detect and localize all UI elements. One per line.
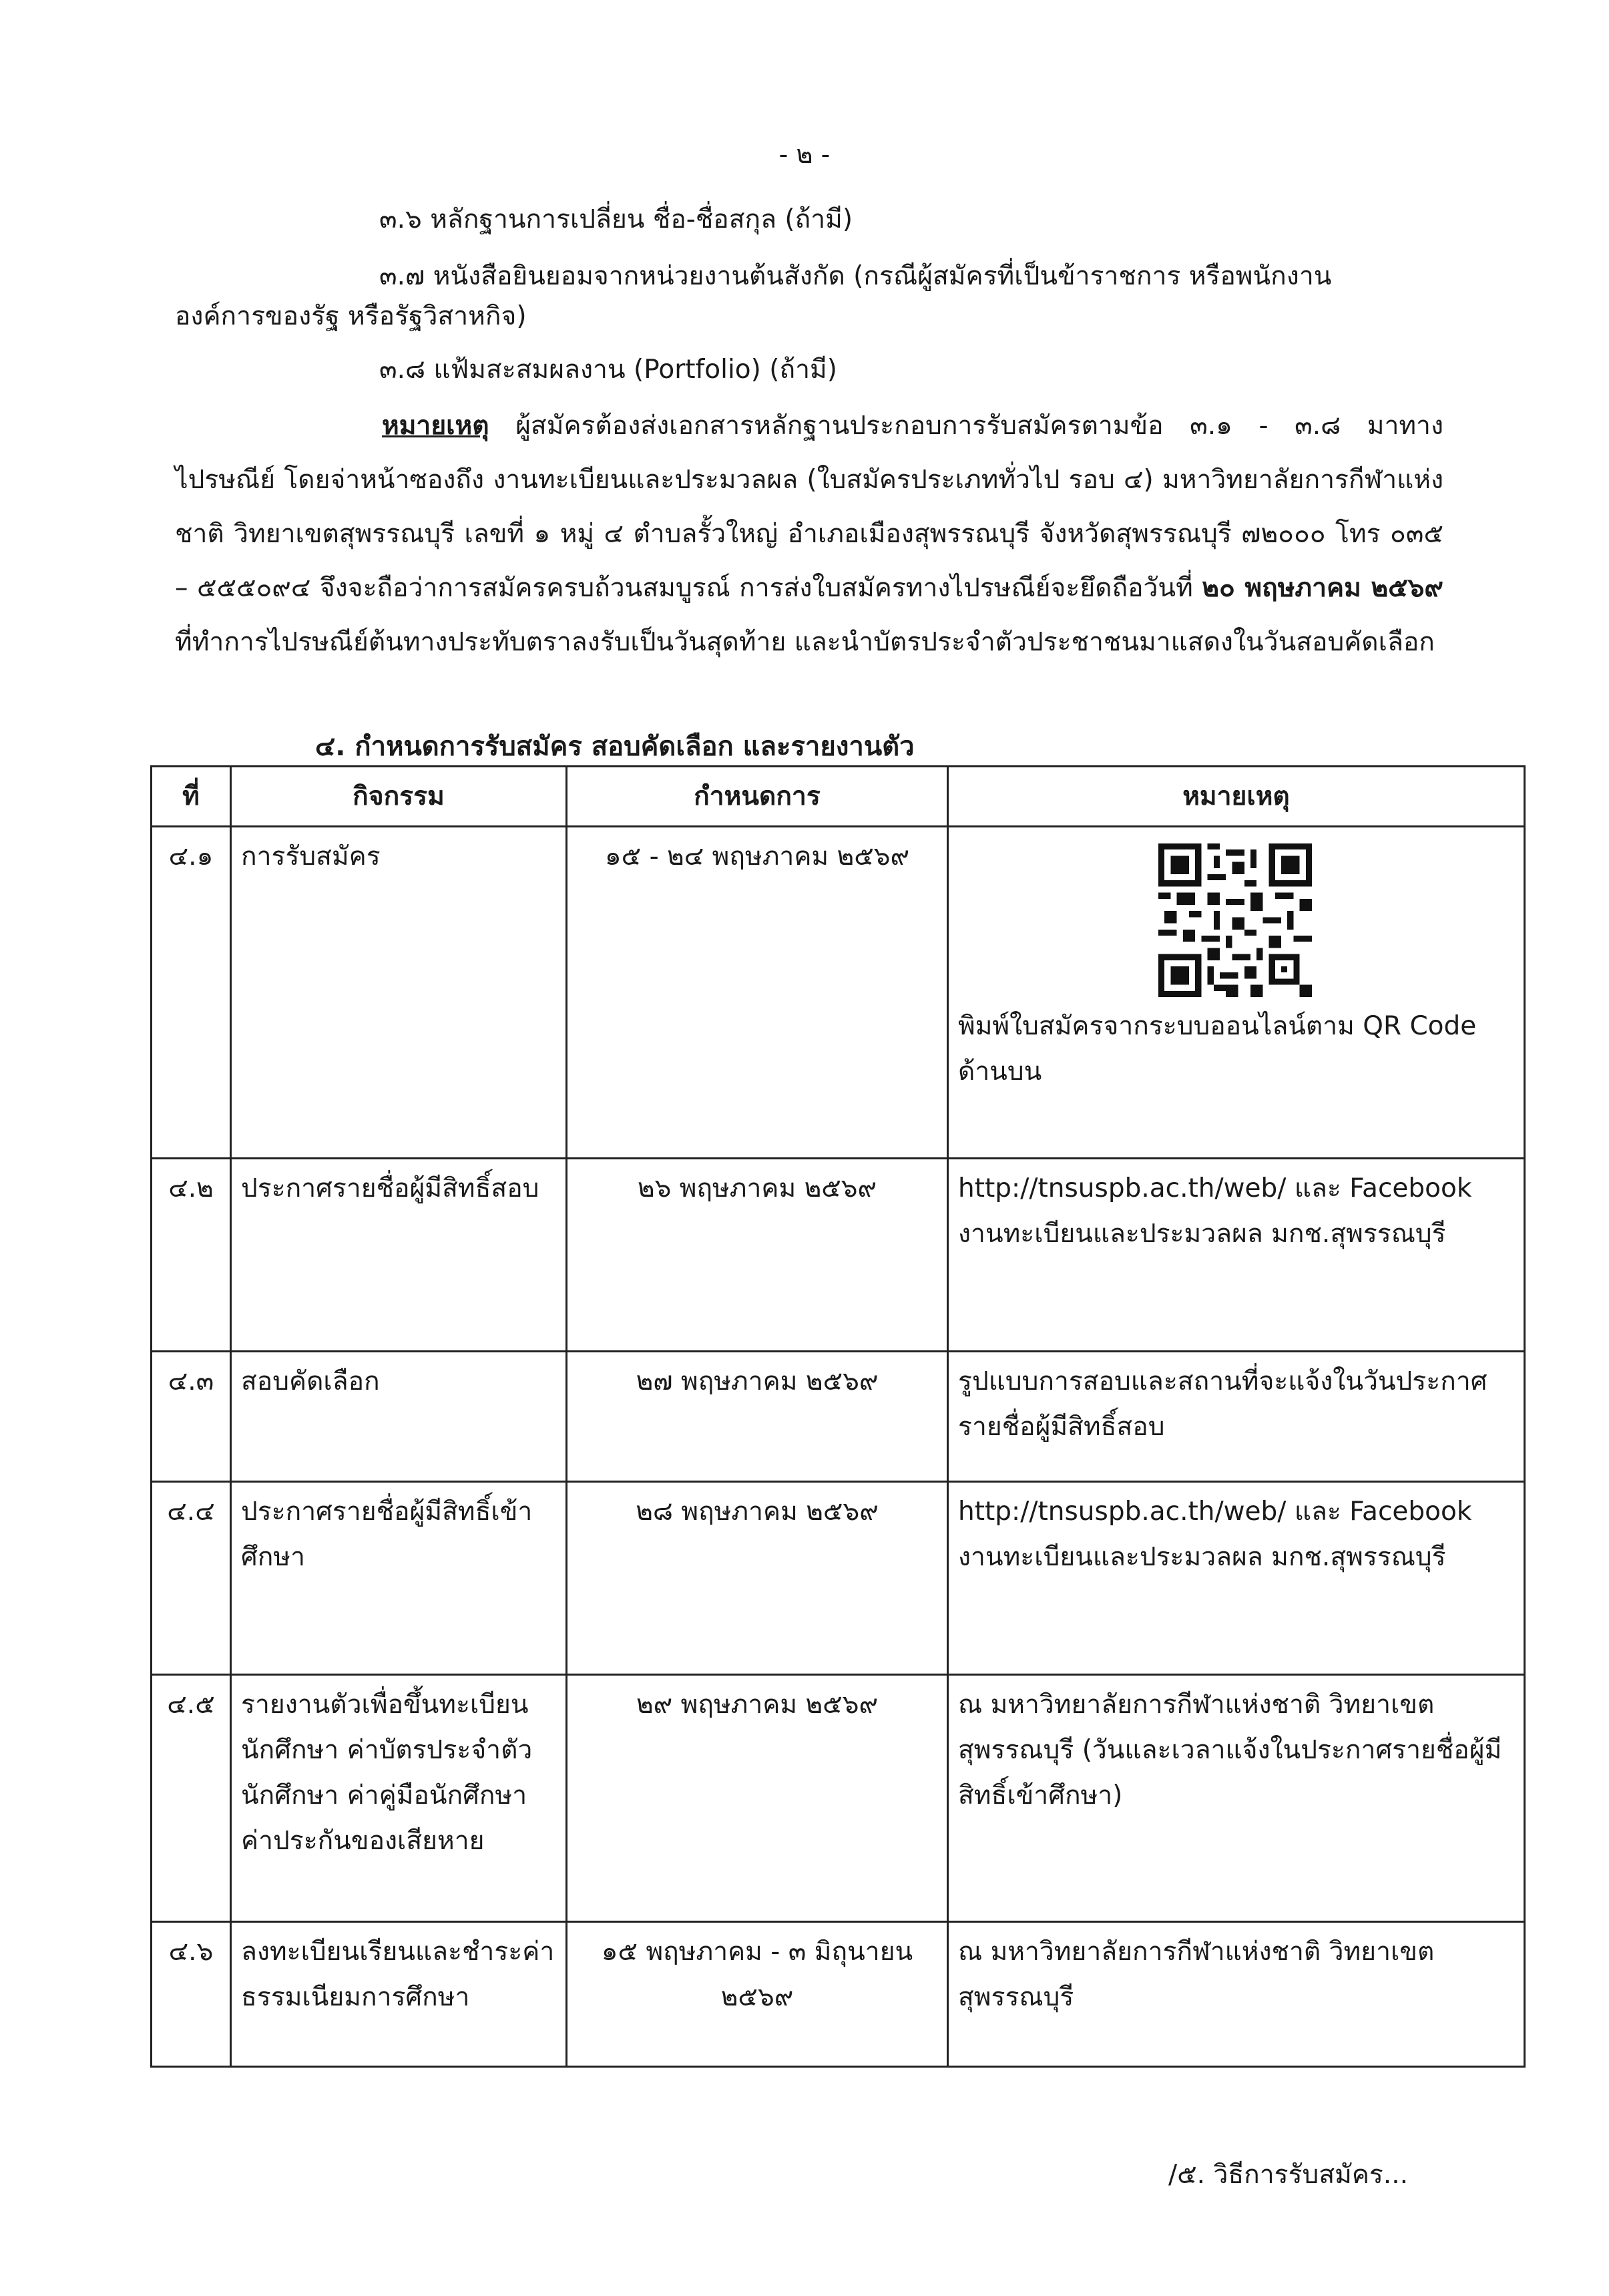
note-text-2: ที่ทำการไปรษณีย์ต้นทางประทับตราลงรับเป็นวันสุดท้าย และนำบัตรประจำตัวประชาชนมาแสดงในวันสอบคัดเลือก [175,627,1435,657]
row-no: ๔.๑ [152,827,231,1159]
row-activity: ลงทะเบียนเรียนและชำระค่าธรรมเนียมการศึกษา [231,1921,567,2066]
row-no: ๔.๕ [152,1674,231,1921]
row-activity: ประกาศรายชื่อผู้มีสิทธิ์เข้าศึกษา [231,1481,567,1674]
item-3-7-line2: องค์การของรัฐ หรือรัฐวิสาหกิจ) [175,301,527,331]
row-date: ๒๘ พฤษภาคม ๒๕๖๙ [567,1481,948,1674]
section-title: ๔. กำหนดการรับสมัคร สอบคัดเลือก และรายงานตัว [315,731,915,762]
table-row [152,827,1525,1159]
row-remark-cell [948,827,1525,1159]
row-remark: ณ มหาวิทยาลัยการกีฬาแห่งชาติ วิทยาเขตสุพรรณบุรี (วันและเวลาแจ้งในประกาศรายชื่อผู้มีสิทธิ์เข้าศึกษา) [948,1674,1525,1921]
note-paragraph [175,399,1443,669]
header-remark: หมายเหตุ [948,767,1525,827]
table-header-row [152,767,1525,827]
item-3-8: ๓.๘ แฟ้มสะสมผลงาน (Portfolio) (ถ้ามี) [379,355,837,385]
header-activity: กิจกรรม [231,767,567,827]
row-date: ๒๗ พฤษภาคม ๒๕๖๙ [567,1352,948,1481]
table-row [152,1352,1525,1481]
note-deadline-date: ๒๐ พฤษภาคม ๒๕๖๙ [1202,573,1443,603]
row-remark: ณ มหาวิทยาลัยการกีฬาแห่งชาติ วิทยาเขตสุพรรณบุรี [948,1921,1525,2066]
row-no: ๔.๓ [152,1352,231,1481]
row-date: ๑๕ - ๒๔ พฤษภาคม ๒๕๖๙ [567,827,948,1159]
row-date: ๒๖ พฤษภาคม ๒๕๖๙ [567,1159,948,1352]
row-no: ๔.๔ [152,1481,231,1674]
item-3-7-line1: ๓.๗ หนังสือยินยอมจากหน่วยงานต้นสังกัด (กรณีผู้สมัครที่เป็นข้าราชการ หรือพนักงาน [379,261,1332,291]
page-number: - ๒ - [778,140,831,169]
row-remark: http://tnsuspb.ac.th/web/ และ Facebook งานทะเบียนและประมวลผล มกช.สุพรรณบุรี [948,1159,1525,1352]
row-activity: การรับสมัคร [231,827,567,1159]
qr-code-icon[interactable] [1158,843,1312,997]
row-no: ๔.๒ [152,1159,231,1352]
header-date: กำหนดการ [567,767,948,827]
header-no: ที่ [152,767,231,827]
row-date: ๑๕ พฤษภาคม - ๓ มิถุนายน ๒๕๖๙ [567,1921,948,2066]
footer-continuation: /๕. วิธีการรับสมัคร... [1168,2160,1409,2190]
row-date: ๒๙ พฤษภาคม ๒๕๖๙ [567,1674,948,1921]
row-remark: พิมพ์ใบสมัครจากระบบออนไลน์ตาม QR Code ด้านบน [958,1011,1477,1087]
table-row [152,1921,1525,2066]
row-remark: รูปแบบการสอบและสถานที่จะแจ้งในวันประกาศรายชื่อผู้มีสิทธิ์สอบ [948,1352,1525,1481]
row-activity: ประกาศรายชื่อผู้มีสิทธิ์สอบ [231,1159,567,1352]
note-label: หมายเหตุ [382,411,489,441]
row-activity: รายงานตัวเพื่อขึ้นทะเบียนนักศึกษา ค่าบัตรประจำตัวนักศึกษา ค่าคู่มือนักศึกษา ค่าประกันของเสียหาย [231,1674,567,1921]
schedule-table [150,765,1526,2068]
row-remark: http://tnsuspb.ac.th/web/ และ Facebook งานทะเบียนและประมวลผล มกช.สุพรรณบุรี [948,1481,1525,1674]
item-3-6: ๓.๖ หลักฐานการเปลี่ยน ชื่อ-ชื่อสกุล (ถ้ามี) [379,204,853,234]
table-row [152,1674,1525,1921]
row-no: ๔.๖ [152,1921,231,2066]
table-row [152,1481,1525,1674]
note-text-1: ผู้สมัครต้องส่งเอกสารหลักฐานประกอบการรับสมัครตามข้อ ๓.๑ - ๓.๘ มาทางไปรษณีย์ โดยจ่าหน้าซองถึง งานทะเบียนและประมวลผล (ใบสมัครประเภททั่วไป รอบ ๔) มหาวิทยาลัยการกีฬาแห่งชาติ วิทยาเขตสุพรรณบุรี เลขที่ ๑ หมู่ ๔ ตำบลรั้วใหญ่ อำเภอเมืองสุพรรณบุรี จังหวัดสุพรรณบุรี ๗๒๐๐๐ โทร ๐๓๕ – ๕๕๕๐๙๔ จึงจะถือว่าการสมัครครบถ้วนสมบูรณ์ การส่งใบสมัครทางไปรษณีย์จะยึดถือวันที่ [175,411,1443,603]
row-activity: สอบคัดเลือก [231,1352,567,1481]
table-row [152,1159,1525,1352]
